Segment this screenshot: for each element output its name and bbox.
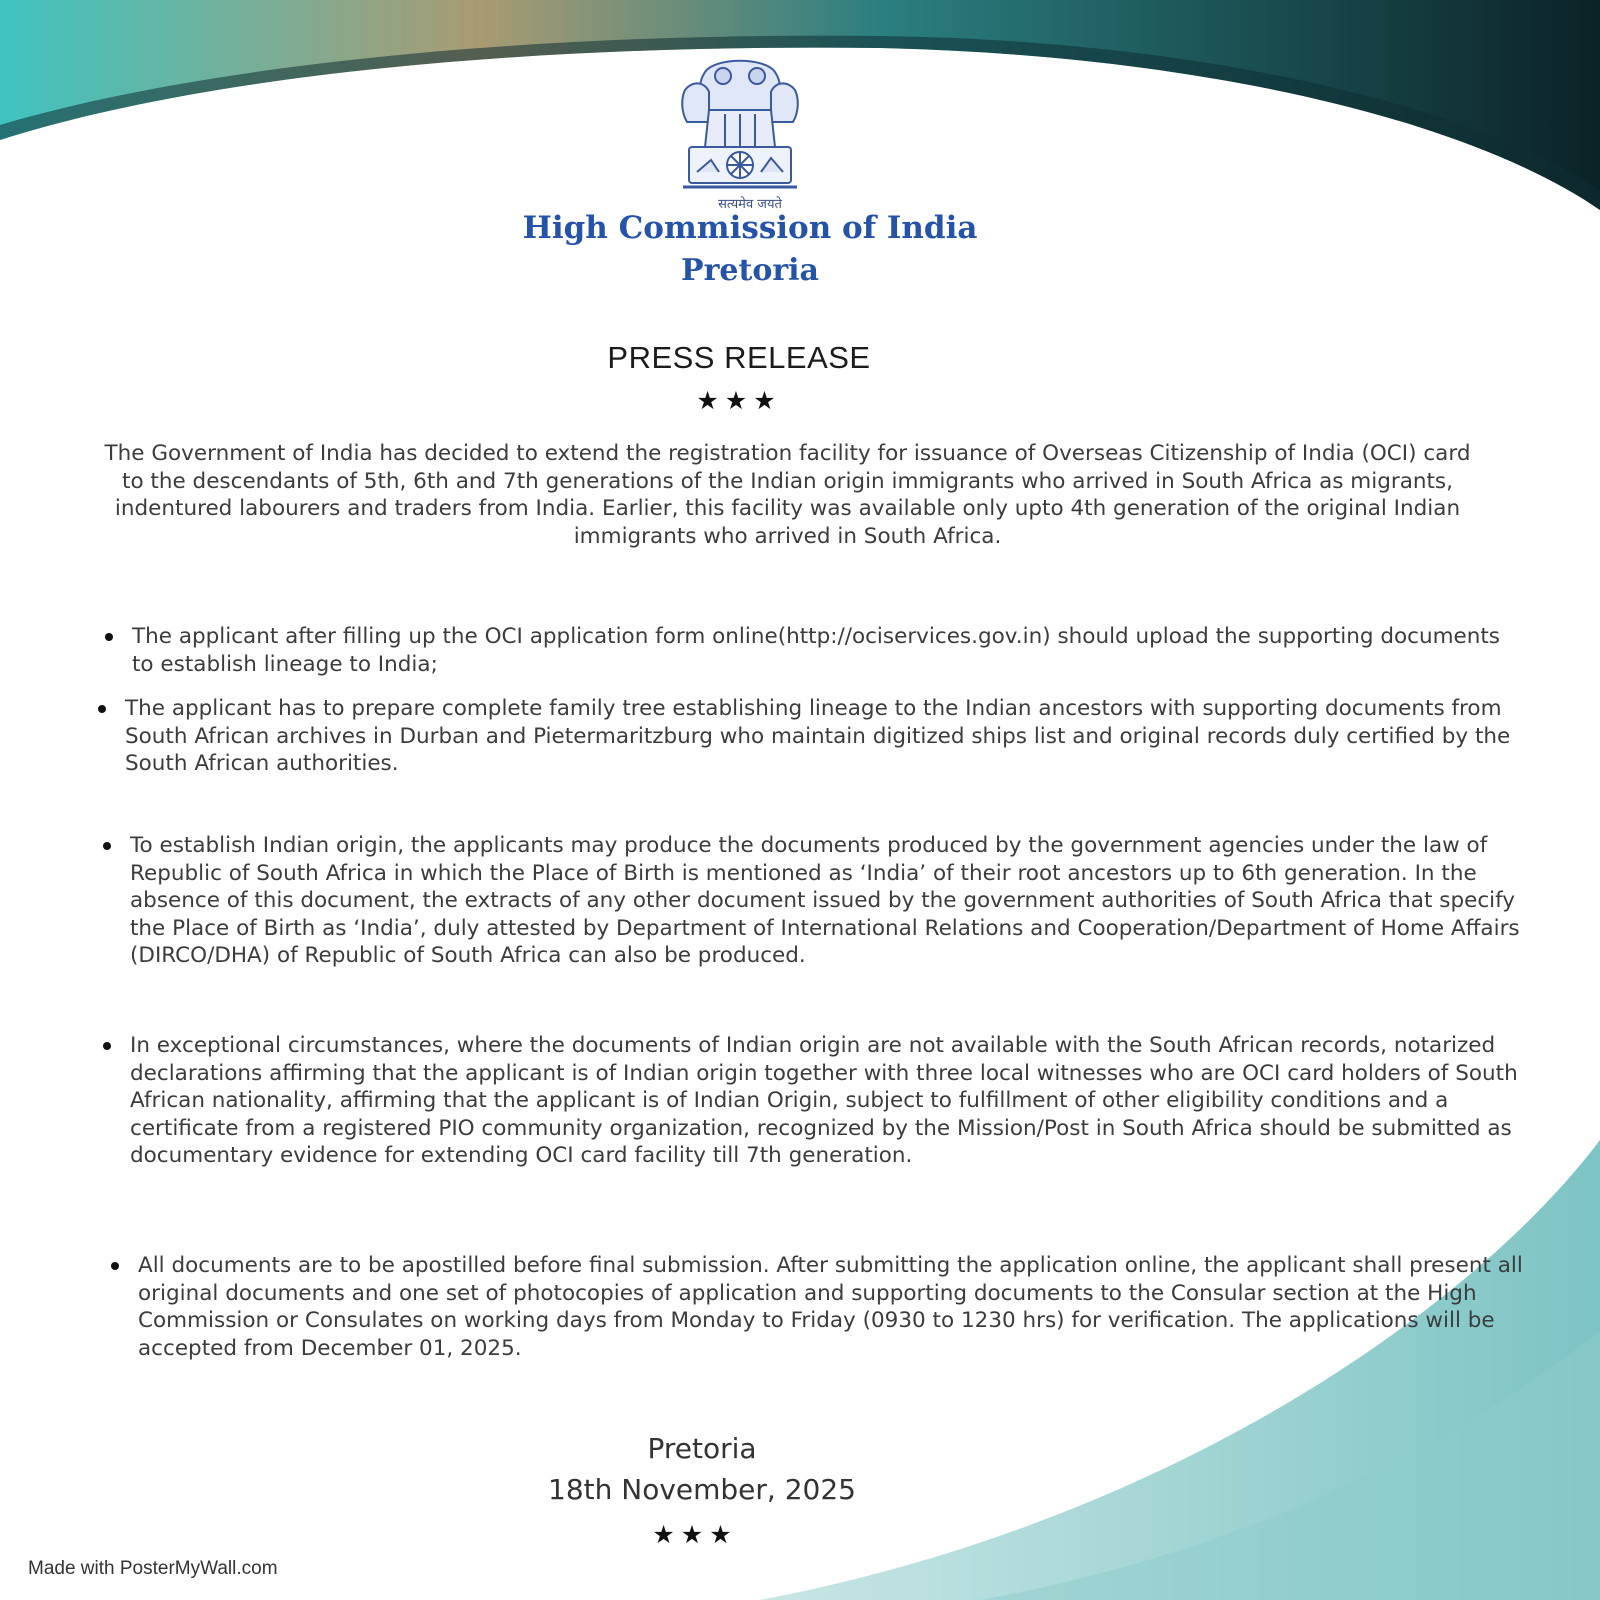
national-emblem-icon (665, 52, 815, 212)
bullet-icon (103, 842, 111, 850)
bullet-icon (98, 705, 106, 713)
postermywall-credit: Made with PosterMyWall.com (28, 1558, 278, 1579)
list-item-text: In exceptional circumstances, where the documents of Indian origin are not available with the South African records, notarized declarations affirming that the applicant is of Indian origin together with three local witnesses who are OCI card holders of South African nationality, affirming that the applicant is of Indian Origin, subject to fulfillment of other eligibility conditions and a certificate from a registered PIO community organization, recognized by the Mission/Post in South Africa should be submitted as documentary evidence for extending OCI card facility till 7th generation. (130, 1033, 1518, 1168)
list-item (130, 832, 1550, 970)
organization-name: High Commission of India (522, 210, 978, 246)
press-release-title: PRESS RELEASE (607, 340, 871, 375)
organization-city: Pretoria (681, 253, 819, 288)
list-item (132, 623, 1512, 678)
emblem-motto: सत्यमेव जयते (718, 197, 782, 212)
bullet-icon (105, 633, 113, 641)
list-item-text: All documents are to be apostilled before final submission. After submitting the application online, the applicant shall present all original documents and one set of photocopies of application and supporting documents to the Consular section at the High Commission or Consulates on working days from Monday to Friday (0930 to 1230 hrs) for verification. The applications will be accepted from December 01, 2025. (138, 1253, 1523, 1361)
separator-stars-bottom: ★★★ (652, 1520, 738, 1549)
intro-paragraph: The Government of India has decided to extend the registration facility for issuance of Overseas Citizenship of India (OCI) card to the descendants of 5th, 6th and 7th generations of the Indian origin immigrants who arrived in South Africa as migrants, indentured labourers and traders from India. Earlier, this facility was available only upto 4th generation of the original Indian immigrants who arrived in South Africa. (104, 441, 1471, 549)
list-item (138, 1252, 1538, 1362)
bullet-icon (103, 1042, 111, 1050)
release-date: 18th November, 2025 (548, 1473, 856, 1506)
list-item (125, 695, 1520, 778)
signoff-city: Pretoria (647, 1432, 757, 1465)
bullet-icon (111, 1262, 119, 1270)
list-item-text: The applicant after filling up the OCI application form online(http://ociservices.gov.in) should upload the supporting documents to establish lineage to India; (132, 624, 1501, 677)
separator-stars-top: ★★★ (696, 386, 782, 415)
list-item-text: The applicant has to prepare complete family tree establishing lineage to the Indian ancestors with supporting documents from South African archives in Durban and Pietermaritzburg who maintain digitized ships list and original records duly certified by the South African authorities. (125, 696, 1511, 776)
list-item-text: To establish Indian origin, the applicants may produce the documents produced by the government agencies under the law of Republic of South Africa in which the Place of Birth is mentioned as ‘India’ of their root ancestors up to 6th generation. In the absence of this document, the extracts of any other document issued by the government authorities of South Africa that specify the Place of Birth as ‘India’, duly attested by Department of International Relations and Cooperation/Department of Home Affairs (DIRCO/DHA) of Republic of South Africa can also be produced. (130, 833, 1520, 968)
list-item (130, 1032, 1550, 1170)
